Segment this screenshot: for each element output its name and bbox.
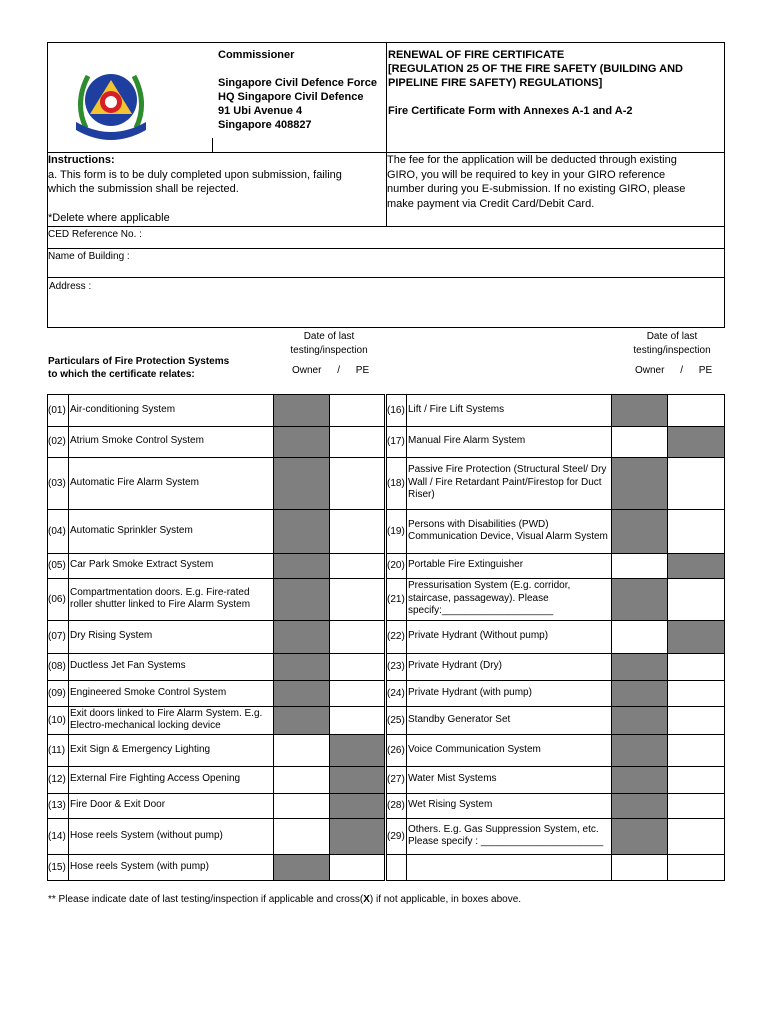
pe-date-cell[interactable] xyxy=(329,457,385,510)
owner-date-cell[interactable] xyxy=(273,734,330,767)
pe-date-cell[interactable] xyxy=(667,854,725,881)
system-number: (24) xyxy=(387,687,405,699)
footnote xyxy=(48,893,521,906)
pe-date-cell[interactable] xyxy=(667,553,725,579)
owner-date-cell[interactable] xyxy=(611,426,668,458)
owner-date-cell[interactable] xyxy=(611,793,668,819)
date-header-left xyxy=(262,330,396,358)
name-cell xyxy=(406,854,612,881)
system-number: (26) xyxy=(387,744,405,756)
pe-date-cell[interactable] xyxy=(667,653,725,681)
pe-date-cell[interactable] xyxy=(667,457,725,510)
pe-date-cell[interactable] xyxy=(329,578,385,621)
pe-date-cell[interactable] xyxy=(329,509,385,554)
system-name: Exit Sign & Emergency Lighting xyxy=(70,743,211,755)
pe-date-cell[interactable] xyxy=(667,578,725,621)
addressee-block xyxy=(218,48,384,132)
system-number: (05) xyxy=(48,560,66,571)
header-tick xyxy=(212,138,213,152)
pe-label: PE xyxy=(355,365,370,376)
owner-date-cell[interactable] xyxy=(611,394,668,427)
date-header-right xyxy=(605,330,739,358)
system-number: (16) xyxy=(387,404,405,416)
system-number: (23) xyxy=(387,661,405,672)
system-number: (12) xyxy=(48,774,66,785)
system-number: (18) xyxy=(387,477,405,489)
system-number: (04) xyxy=(48,525,66,537)
system-number: (27) xyxy=(387,774,405,785)
owner-date-cell[interactable] xyxy=(273,854,330,881)
system-name: Wet Rising System xyxy=(408,799,493,811)
owner-date-cell[interactable] xyxy=(611,818,668,855)
pe-date-cell[interactable] xyxy=(667,680,725,707)
pe-date-cell[interactable] xyxy=(667,766,725,794)
owner-date-cell[interactable] xyxy=(273,766,330,794)
num-cell xyxy=(386,854,407,881)
regulation-line: [REGULATION 25 OF THE FIRE SAFETY (BUILDING AND xyxy=(388,63,683,75)
system-number: (11) xyxy=(48,744,66,756)
system-name: Passive Fire Protection (Structural Steel/ Dry Wall / Fire Retardant Paint/Firestop for Duct Riser) xyxy=(408,464,607,501)
pe-date-cell[interactable] xyxy=(667,706,725,735)
pe-date-cell[interactable] xyxy=(329,426,385,458)
instruction-spacer xyxy=(48,197,384,212)
owner-date-cell[interactable] xyxy=(611,553,668,579)
pe-date-cell[interactable] xyxy=(329,854,385,881)
pe-date-cell[interactable] xyxy=(329,653,385,681)
pe-date-cell[interactable] xyxy=(667,509,725,554)
footnote-text: ** Please indicate date of last testing/inspection if applicable and cross( xyxy=(48,894,364,905)
system-name: Engineered Smoke Control System xyxy=(70,686,227,698)
system-number: (14) xyxy=(48,830,66,842)
fee-line: make payment via Credit Card/Debit Card. xyxy=(387,197,595,210)
system-name: Ductless Jet Fan Systems xyxy=(70,660,186,672)
system-name: Compartmentation doors. E.g. Fire-rated roller shutter linked to Fire Alarm System xyxy=(70,586,251,610)
owner-date-cell[interactable] xyxy=(611,509,668,554)
pe-date-cell[interactable] xyxy=(329,394,385,427)
date-header-line: Date of last xyxy=(646,331,698,342)
fee-line: GIRO, you will be required to key in your GIRO reference xyxy=(387,168,666,181)
form-subtitle: Fire Certificate Form with Annexes A-1 and A-2 xyxy=(388,105,633,117)
owner-date-cell[interactable] xyxy=(611,680,668,707)
system-number: (06) xyxy=(48,593,66,605)
particulars-label xyxy=(48,356,229,381)
system-name: Private Hydrant (Without pump) xyxy=(408,630,549,642)
owner-pe-right xyxy=(635,364,712,377)
footnote-text: ) if not applicable, in boxes above. xyxy=(369,894,522,905)
system-name: Water Mist Systems xyxy=(408,773,497,785)
system-name: Voice Communication System xyxy=(408,743,541,755)
ced-reference-field[interactable]: CED Reference No. : xyxy=(48,229,142,240)
addressee-line: Singapore Civil Defence Force xyxy=(218,77,377,89)
title-spacer xyxy=(388,90,724,104)
pe-date-cell[interactable] xyxy=(667,620,725,654)
owner-date-cell[interactable] xyxy=(273,553,330,579)
owner-date-cell[interactable] xyxy=(611,620,668,654)
header-tick xyxy=(47,138,48,152)
address-field[interactable]: Address : xyxy=(49,281,92,292)
system-name: Dry Rising System xyxy=(70,630,153,642)
owner-date-cell[interactable] xyxy=(273,578,330,621)
owner-date-cell[interactable] xyxy=(273,706,330,735)
system-number: (10) xyxy=(48,714,66,726)
system-name: Portable Fire Extinguisher xyxy=(408,559,524,571)
system-name: Atrium Smoke Control System xyxy=(70,435,204,447)
system-number: (28) xyxy=(387,800,405,811)
slash-label: / xyxy=(680,365,684,376)
addressee-spacer xyxy=(218,62,384,76)
date-header-line: testing/inspection xyxy=(290,345,368,356)
form-title-block xyxy=(388,48,724,118)
pe-date-cell[interactable] xyxy=(667,394,725,427)
owner-pe-left xyxy=(292,364,369,377)
system-number: (03) xyxy=(48,477,66,489)
instruction-line: a. This form is to be duly completed upon submission, failing xyxy=(48,168,342,181)
pe-date-cell[interactable] xyxy=(667,793,725,819)
owner-date-cell[interactable] xyxy=(273,818,330,855)
owner-date-cell[interactable] xyxy=(611,653,668,681)
addressee-line: Commissioner xyxy=(218,49,295,61)
system-name: Automatic Fire Alarm System xyxy=(70,476,199,488)
system-name: Hose reels System (with pump) xyxy=(70,860,209,872)
owner-date-cell[interactable] xyxy=(273,426,330,458)
owner-date-cell[interactable] xyxy=(611,766,668,794)
instructions-block xyxy=(48,153,384,226)
system-name: Pressurisation System (E.g. corridor, staircase, passageway). Please specify:____________________ xyxy=(408,580,571,617)
owner-date-cell[interactable] xyxy=(273,793,330,819)
pe-date-cell[interactable] xyxy=(329,706,385,735)
system-number: (29) xyxy=(387,830,405,842)
owner-date-cell[interactable] xyxy=(611,578,668,621)
owner-label: Owner xyxy=(635,365,665,376)
particulars-label-line: to which the certificate relates: xyxy=(48,368,195,380)
particulars-label-line: Particulars of Fire Protection Systems xyxy=(48,356,230,367)
pe-date-cell[interactable] xyxy=(329,734,385,767)
form-title: RENEWAL OF FIRE CERTIFICATE xyxy=(388,49,565,61)
date-header-line: testing/inspection xyxy=(633,345,711,356)
system-name: Persons with Disabilities (PWD) Communication Device, Visual Alarm System xyxy=(408,518,608,542)
fee-block xyxy=(387,153,725,211)
system-name: Private Hydrant (Dry) xyxy=(408,660,502,672)
system-number: (17) xyxy=(387,436,405,447)
owner-label: Owner xyxy=(292,365,322,376)
system-name: Others. E.g. Gas Suppression System, etc. Please specify : ______________________ xyxy=(408,823,604,847)
field-line xyxy=(47,226,725,227)
system-name: Standby Generator Set xyxy=(408,713,511,725)
system-number: (13) xyxy=(48,800,66,811)
system-number: (15) xyxy=(48,861,66,873)
building-name-field[interactable]: Name of Building : xyxy=(48,251,130,262)
pe-date-cell[interactable] xyxy=(329,766,385,794)
pe-date-cell[interactable] xyxy=(329,620,385,654)
system-name: Automatic Sprinkler System xyxy=(70,524,193,536)
owner-date-cell[interactable] xyxy=(611,734,668,767)
pe-date-cell[interactable] xyxy=(329,793,385,819)
owner-date-cell[interactable] xyxy=(273,457,330,510)
system-name: Hose reels System (without pump) xyxy=(70,829,223,841)
system-name: External Fire Fighting Access Opening xyxy=(70,773,241,785)
system-number: (01) xyxy=(48,404,66,416)
instruction-note: *Delete where applicable xyxy=(48,212,170,224)
system-name: Manual Fire Alarm System xyxy=(408,435,526,447)
pe-date-cell[interactable] xyxy=(667,426,725,458)
system-name: Car Park Smoke Extract System xyxy=(70,559,214,571)
system-number: (22) xyxy=(387,631,405,642)
date-header-line: Date of last xyxy=(303,331,355,342)
system-number: (02) xyxy=(48,436,66,447)
scdf-logo xyxy=(66,58,156,148)
system-name: Exit doors linked to Fire Alarm System. E.g. Electro-mechanical locking device xyxy=(70,707,263,731)
pe-date-cell[interactable] xyxy=(667,818,725,855)
system-name: Private Hydrant (with pump) xyxy=(408,686,532,698)
owner-date-cell[interactable] xyxy=(611,706,668,735)
owner-date-cell[interactable] xyxy=(273,653,330,681)
system-number: (07) xyxy=(48,631,66,642)
instruction-line: which the submission shall be rejected. xyxy=(48,183,239,195)
field-line xyxy=(47,277,725,278)
pe-date-cell[interactable] xyxy=(667,734,725,767)
pe-date-cell[interactable] xyxy=(329,680,385,707)
slash-label: / xyxy=(337,365,341,376)
system-name: Fire Door & Exit Door xyxy=(70,799,166,811)
system-number: (21) xyxy=(387,593,405,605)
owner-date-cell[interactable] xyxy=(611,457,668,510)
system-name: Air-conditioning System xyxy=(70,403,176,415)
system-number: (25) xyxy=(387,714,405,726)
regulation-line: PIPELINE FIRE SAFETY) REGULATIONS] xyxy=(388,77,603,89)
footnote-x: X xyxy=(363,894,370,905)
system-number: (19) xyxy=(387,525,405,537)
fee-line: number during you E-submission. If no existing GIRO, please xyxy=(387,183,686,195)
addressee-line: Singapore 408827 xyxy=(218,119,312,131)
fee-line: The fee for the application will be deducted through existing xyxy=(387,154,677,166)
pe-date-cell[interactable] xyxy=(329,553,385,579)
addressee-line: 91 Ubi Avenue 4 xyxy=(218,105,303,117)
owner-date-cell[interactable] xyxy=(273,680,330,707)
addressee-line: HQ Singapore Civil Defence xyxy=(218,91,364,103)
owner-date-cell[interactable] xyxy=(273,620,330,654)
system-name: Lift / Fire Lift Systems xyxy=(408,403,505,415)
pe-label: PE xyxy=(698,365,713,376)
system-number: (20) xyxy=(387,560,405,571)
owner-date-cell[interactable] xyxy=(273,509,330,554)
instructions-heading: Instructions: xyxy=(48,154,115,166)
system-number: (09) xyxy=(48,687,66,699)
system-number: (08) xyxy=(48,661,66,672)
owner-date-cell[interactable] xyxy=(611,854,668,881)
owner-date-cell[interactable] xyxy=(273,394,330,427)
pe-date-cell[interactable] xyxy=(329,818,385,855)
field-line xyxy=(47,248,725,249)
